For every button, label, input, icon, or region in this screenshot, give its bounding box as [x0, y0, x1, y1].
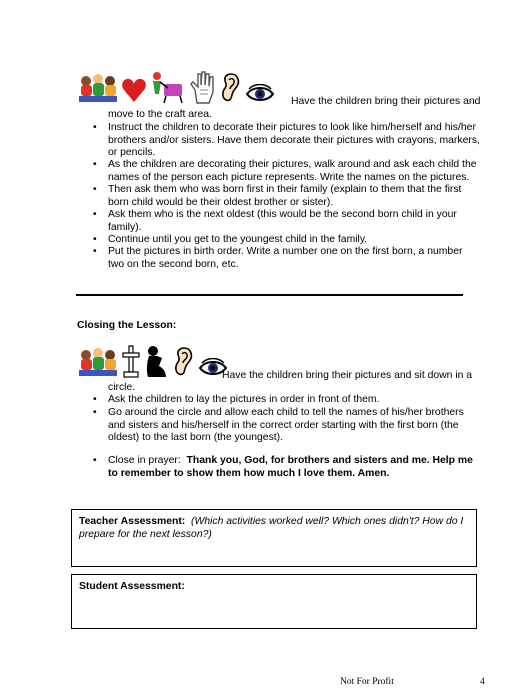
- teacher-assessment-label: Teacher Assessment:: [79, 516, 186, 527]
- eye-icon: [245, 84, 275, 104]
- text-line: and sisters and his/herself in the correct order starting with the first born (the: [108, 419, 459, 431]
- teacher-assessment-box[interactable]: [71, 509, 477, 567]
- bullet-icon: •: [93, 184, 97, 195]
- student-assessment-label: Student Assessment:: [79, 581, 185, 592]
- text-line: brothers and/or sisters. Have them decorate their pictures with crayons, markers,: [108, 134, 480, 146]
- bullet-icon: •: [93, 159, 97, 170]
- text-line: [108, 468, 488, 481]
- child-activity-icon: [150, 70, 186, 104]
- teacher-assessment-prompt: (Which activities worked well? Which ones didn't? How do I: [191, 516, 464, 527]
- text-line: names of the person each picture represents. Write the names on the pictures.: [108, 171, 470, 183]
- heart-icon: [121, 76, 147, 104]
- text-line: [79, 516, 469, 529]
- children-group-icon: [78, 70, 118, 104]
- text-line: Ask them who is the next oldest (this would be the second born child in your: [108, 209, 457, 220]
- closing-intro-line-1: Have the children bring their pictures and sit down in a: [222, 370, 473, 381]
- praying-child-icon: [144, 344, 170, 378]
- text-line: Continue until you get to the youngest child in the family.: [108, 234, 368, 245]
- bullet-icon: •: [93, 234, 97, 245]
- text-line: Put the pictures in birth order. Write a number one on the first born, a number: [108, 246, 463, 257]
- list-item-text: [108, 184, 488, 209]
- text-line: Instruct the children to decorate their pictures to look like him/herself and his/her: [108, 122, 476, 133]
- bullet-icon: •: [93, 455, 97, 466]
- bullet-icon: •: [93, 407, 97, 418]
- bullet-icon: •: [93, 209, 97, 220]
- section-divider: [76, 294, 463, 296]
- text-line: two on the second born, etc.: [108, 258, 239, 270]
- prayer-text: Thank you, God, for brothers and sisters and me. Help me: [186, 455, 473, 466]
- list-item-text: [108, 234, 488, 247]
- text-line: or pencils.: [108, 147, 156, 159]
- list-item-text: [108, 159, 488, 184]
- closing-intro-line-2: circle.: [108, 382, 136, 393]
- footer-text: Not For Profit: [340, 677, 394, 687]
- list-item-text: [108, 394, 488, 407]
- intro-line-1: Have the children bring their pictures and: [291, 96, 481, 107]
- hand-icon: [189, 70, 217, 104]
- text-line: family).: [108, 221, 142, 233]
- text-line: As the children are decorating their pictures, walk around and ask each child the: [108, 159, 477, 170]
- text-line: Go around the circle and allow each child to tell the names of his/her brothers: [108, 407, 464, 418]
- text-line: oldest) to the last born (the youngest).: [108, 432, 284, 444]
- list-item-text: [108, 209, 488, 234]
- teacher-assessment-text: [79, 516, 469, 541]
- text-line: Then ask them who was born first in their family (explain to them that the first: [108, 184, 462, 195]
- list-item-text: [108, 122, 488, 160]
- text-line: [108, 455, 488, 468]
- text-line: born child would be their oldest brother or sister).: [108, 196, 334, 208]
- text-line: Ask the children to lay the pictures in order in front of them.: [108, 394, 380, 405]
- student-assessment-box[interactable]: [71, 574, 477, 629]
- closing-heading: Closing the Lesson:: [77, 320, 177, 331]
- list-item-text: [108, 407, 488, 445]
- bullet-icon: •: [93, 246, 97, 257]
- ear-icon: [173, 346, 195, 378]
- text-line: [79, 529, 469, 542]
- list-item-text: [108, 246, 488, 271]
- prayer-text: to remember to show them how much I love them. Amen.: [108, 467, 390, 479]
- intro-line-2: move to the craft area.: [108, 109, 212, 120]
- closing-icon-row: [78, 344, 228, 378]
- cross-icon: [121, 344, 141, 378]
- bullet-icon: •: [93, 122, 97, 133]
- children-group-icon: [78, 344, 118, 378]
- page-number: 4: [480, 677, 485, 687]
- teacher-assessment-prompt: prepare for the next lesson?): [79, 528, 212, 540]
- prayer-item: [108, 455, 488, 480]
- bullet-icon: •: [93, 394, 97, 405]
- activity-icon-row: [78, 70, 275, 104]
- ear-icon: [220, 72, 242, 104]
- prayer-label: Close in prayer:: [108, 455, 181, 466]
